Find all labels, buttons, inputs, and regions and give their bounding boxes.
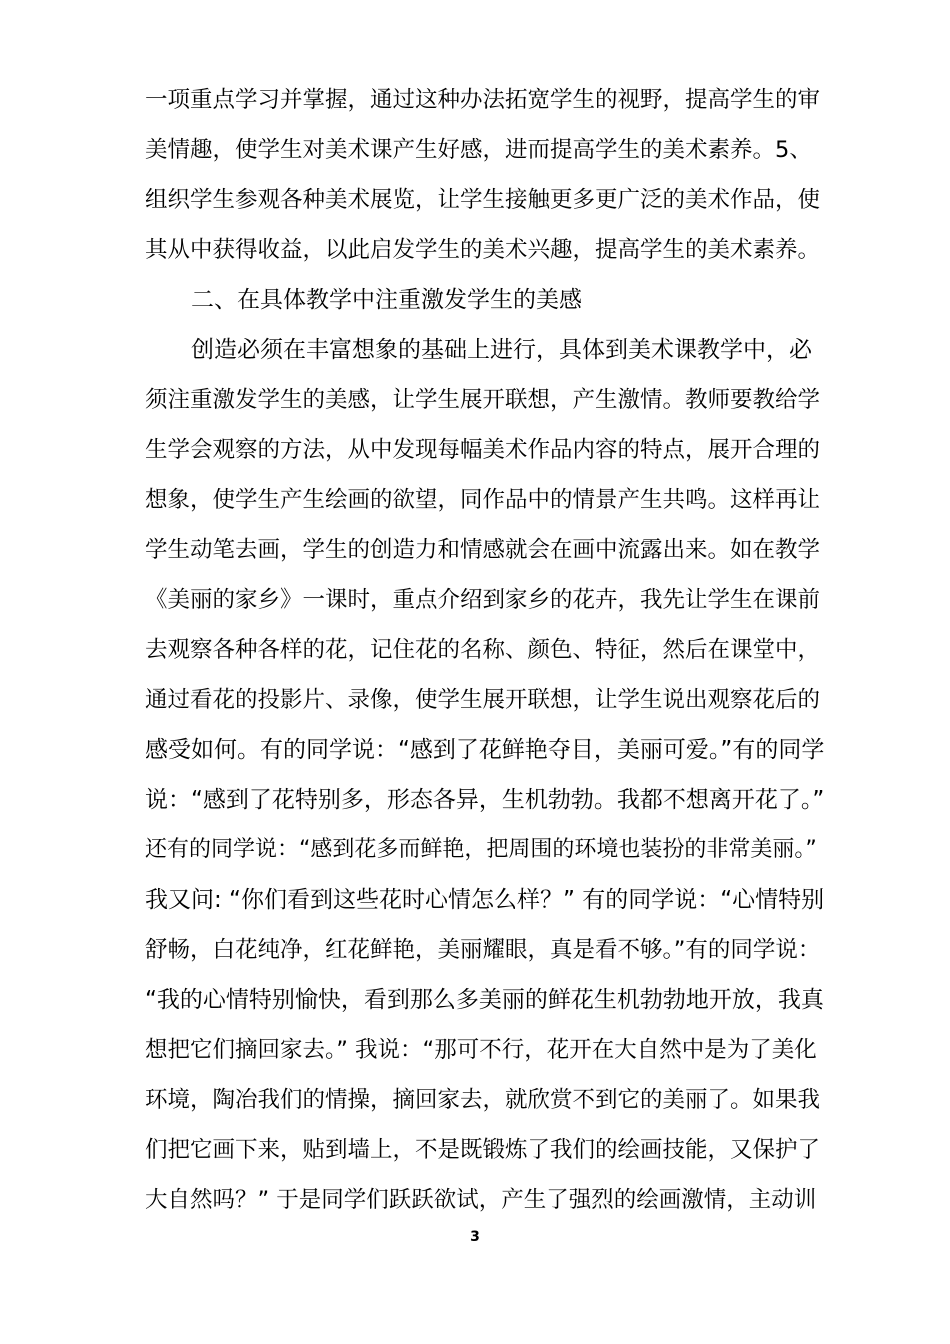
text-line-11: 《美丽的家乡》一课时，重点介绍到家乡的花卉，我先让学生在课前 xyxy=(145,587,821,613)
text-line-7: 须注重激发学生的美感，让学生展开联想，产生激情。教师要教给学 xyxy=(145,387,821,413)
page-number: 3 xyxy=(470,1229,480,1245)
text-line-14: 感受如何。有的同学说：“感到了花鲜艳夺目，美丽可爱。”有的同学 xyxy=(145,737,825,763)
text-line-2: 美情趣，使学生对美术课产生好感，进而提高学生的美术素养。5、 xyxy=(145,137,812,163)
text-line-8: 生学会观察的方法，从中发现每幅美术作品内容的特点，展开合理的 xyxy=(145,437,821,463)
text-line-17: 我又问: “你们看到这些花时心情怎么样？” 有的同学说：“心情特别 xyxy=(145,887,825,913)
text-line-6: 创造必须在丰富想象的基础上进行，具体到美术课教学中，必 xyxy=(145,337,812,363)
text-line-18: 舒畅，白花纯净，红花鲜艳，美丽耀眼，真是看不够。”有的同学说： xyxy=(145,937,821,963)
text-line-22: 们把它画下来，贴到墙上，不是既锻炼了我们的绘画技能，又保护了 xyxy=(145,1137,821,1163)
text-line-23: 大自然吗？” 于是同学们跃跃欲试，产生了强烈的绘画激情，主动训 xyxy=(145,1187,817,1213)
text-line-9: 想象，使学生产生绘画的欲望，同作品中的情景产生共鸣。这样再让 xyxy=(145,487,821,513)
text-line-20: 想把它们摘回家去。” 我说：“那可不行，花开在大自然中是为了美化 xyxy=(145,1037,817,1063)
text-line-19: “我的心情特别愉快，看到那么多美丽的鲜花生机勃勃地开放，我真 xyxy=(145,987,824,1013)
text-line-15: 说：“感到了花特别多，形态各异，生机勃勃。我都不想离开花了。” xyxy=(145,787,825,813)
text-line-21: 环境，陶冶我们的情操，摘回家去，就欣赏不到它的美丽了。如果我 xyxy=(145,1087,821,1113)
text-line-16: 还有的同学说：“感到花多而鲜艳，把周围的环境也装扮的非常美丽。” xyxy=(145,837,817,862)
text-line-1: 一项重点学习并掌握，通过这种办法拓宽学生的视野，提高学生的审 xyxy=(145,87,821,113)
section-heading: 二、在具体教学中注重激发学生的美感 xyxy=(145,287,582,313)
text-line-10: 学生动笔去画，学生的创造力和情感就会在画中流露出来。如在教学 xyxy=(145,537,821,563)
text-line-12: 去观察各种各样的花，记住花的名称、颜色、特征，然后在课堂中， xyxy=(145,637,821,663)
text-line-13: 通过看花的投影片、录像，使学生展开联想，让学生说出观察花后的 xyxy=(145,687,821,713)
text-line-3: 组织学生参观各种美术展览，让学生接触更多更广泛的美术作品，使 xyxy=(145,187,821,213)
text-line-4: 其从中获得收益，以此启发学生的美术兴趣，提高学生的美术素养。 xyxy=(145,237,821,263)
